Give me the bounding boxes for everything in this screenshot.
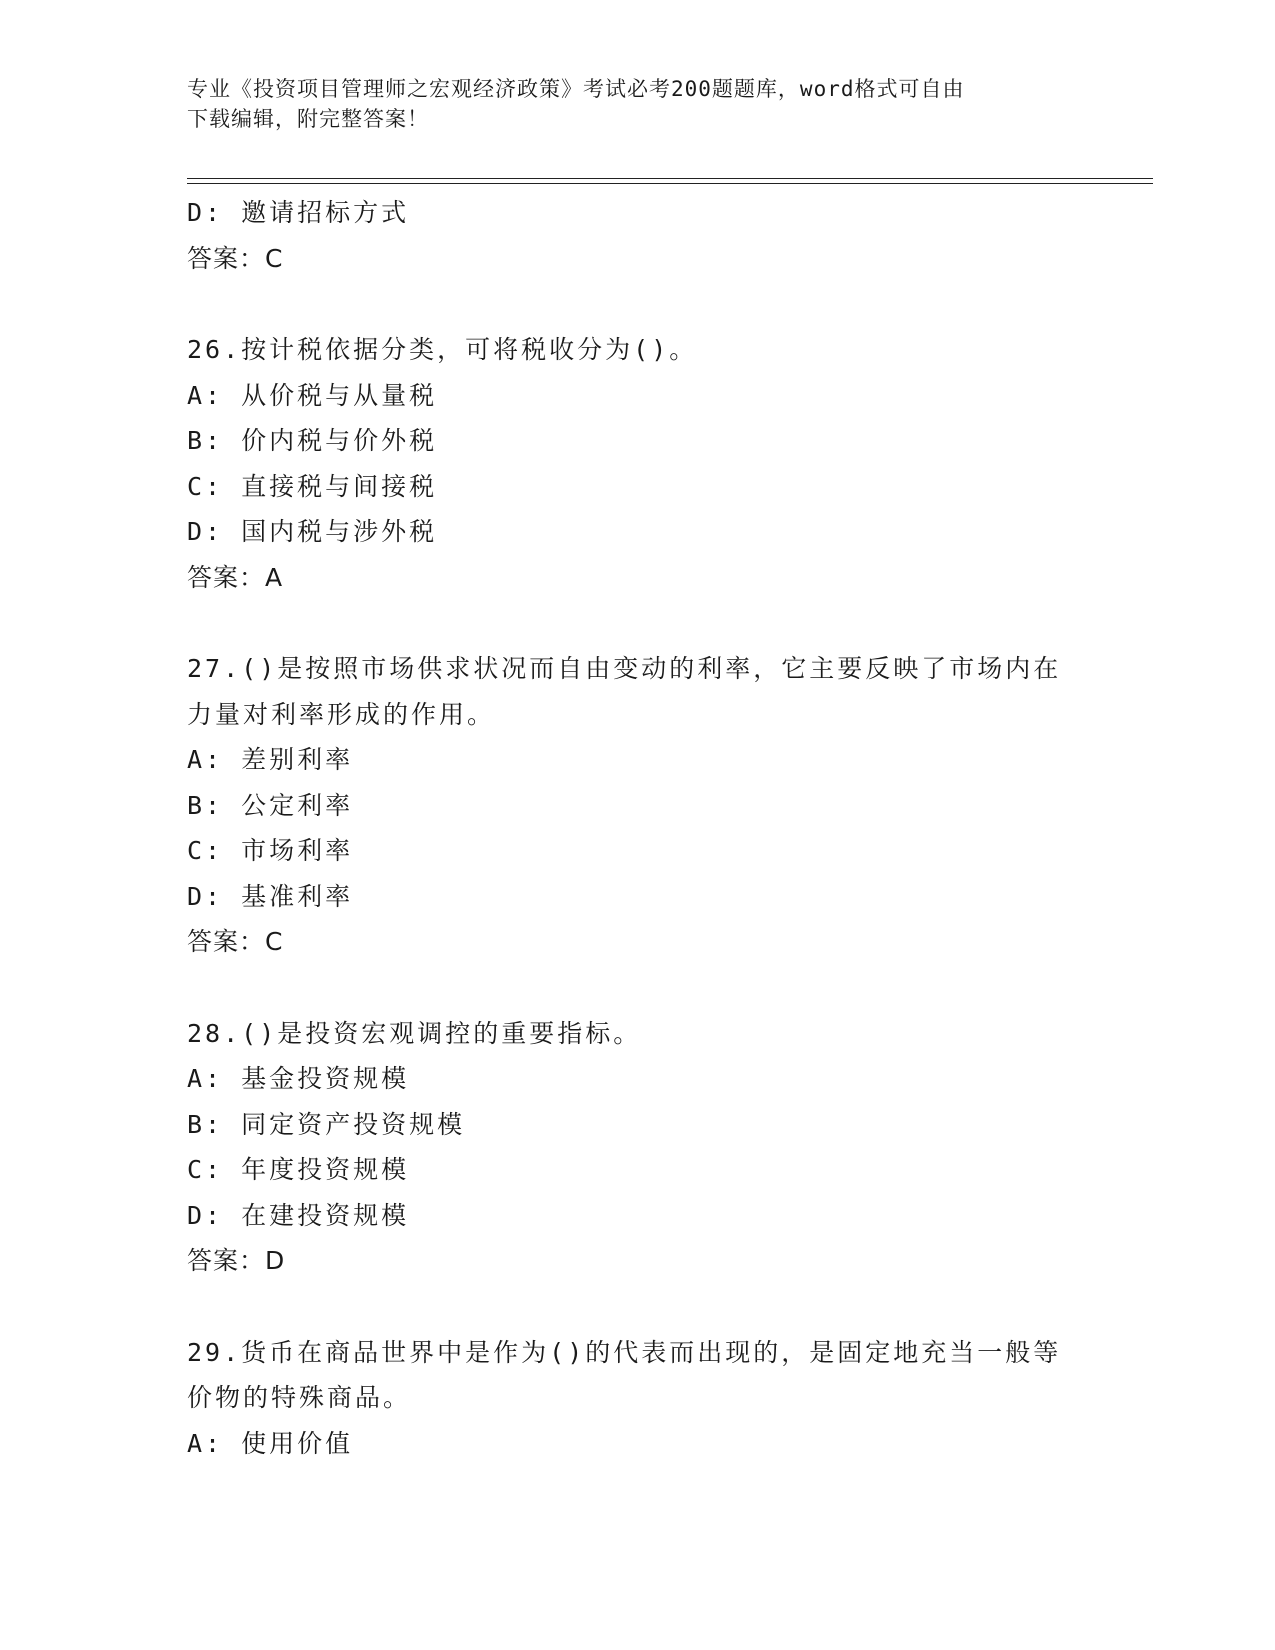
header-rule-top bbox=[187, 178, 1153, 179]
option-c: C: 直接税与间接税 bbox=[187, 471, 438, 501]
spacer bbox=[187, 965, 1087, 1011]
answer-line: 答案：C bbox=[187, 243, 284, 273]
option-b: B: 价内税与价外税 bbox=[187, 426, 438, 455]
question-block-28 bbox=[187, 1011, 1087, 1284]
question-stem-continued: 力量对利率形成的作用。 bbox=[187, 699, 496, 729]
option-a: A: 差别利率 bbox=[187, 745, 354, 774]
question-stem: 29.货币在商品世界中是作为()的代表而出现的，是固定地充当一般等 bbox=[187, 1337, 1062, 1367]
option-b: B: 公定利率 bbox=[187, 790, 354, 820]
option-a: A: 从价税与从量税 bbox=[187, 380, 438, 410]
question-stem-continued: 价物的特殊商品。 bbox=[187, 1383, 412, 1412]
question-block-29 bbox=[187, 1330, 1087, 1467]
spacer bbox=[187, 281, 1087, 327]
option-d: D: 在建投资规模 bbox=[187, 1200, 410, 1230]
header-rule-bottom bbox=[187, 183, 1153, 184]
question-block-25 bbox=[187, 190, 1087, 281]
spacer bbox=[187, 600, 1087, 646]
document-header bbox=[187, 74, 1067, 134]
answer-line: 答案：A bbox=[187, 562, 284, 592]
option-d: D: 国内税与涉外税 bbox=[187, 517, 438, 546]
question-block-27 bbox=[187, 646, 1087, 965]
option-b: B: 同定资产投资规模 bbox=[187, 1109, 466, 1139]
option-c: C: 市场利率 bbox=[187, 836, 354, 865]
answer-line: 答案：D bbox=[187, 1246, 286, 1275]
question-list bbox=[187, 190, 1087, 1466]
question-stem: 26.按计税依据分类，可将税收分为()。 bbox=[187, 335, 698, 364]
question-stem: 28.()是投资宏观调控的重要指标。 bbox=[187, 1018, 642, 1048]
question-stem: 27.()是按照市场供求状况而自由变动的利率，它主要反映了市场内在 bbox=[187, 654, 1062, 683]
header-line-2: 下载编辑，附完整答案！ bbox=[187, 107, 429, 131]
option-d: D: 邀请招标方式 bbox=[187, 198, 410, 227]
header-line-1: 专业《投资项目管理师之宏观经济政策》考试必考200题题库，word格式可自由 bbox=[187, 77, 965, 101]
question-block-26 bbox=[187, 327, 1087, 600]
option-a: A: 使用价值 bbox=[187, 1428, 354, 1458]
option-a: A: 基金投资规模 bbox=[187, 1064, 410, 1093]
option-d: D: 基准利率 bbox=[187, 881, 354, 911]
option-c: C: 年度投资规模 bbox=[187, 1155, 410, 1184]
answer-line: 答案：C bbox=[187, 927, 284, 956]
spacer bbox=[187, 1284, 1087, 1330]
